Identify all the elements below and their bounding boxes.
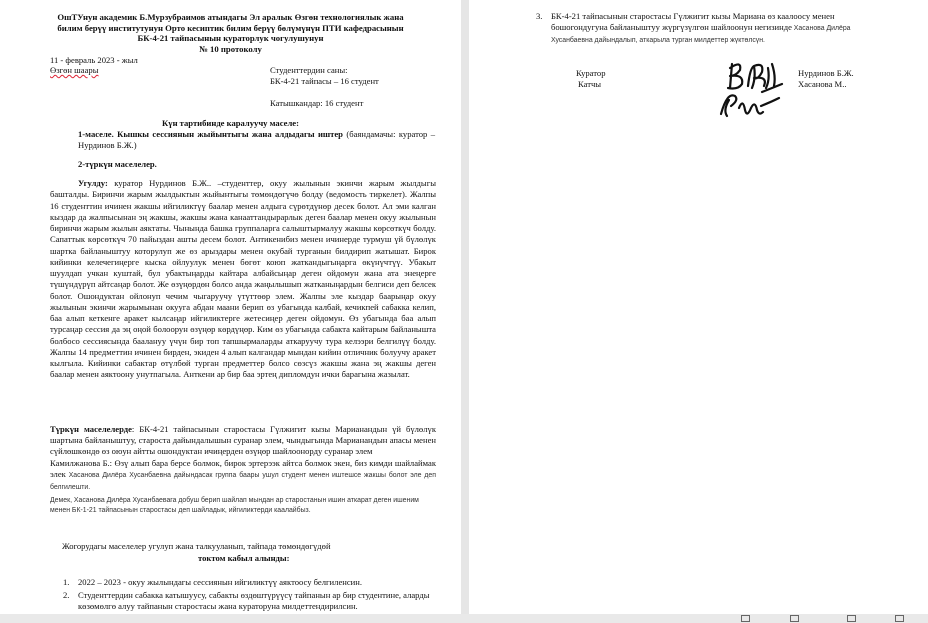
various-label: Түркүн маселелерде bbox=[50, 424, 132, 434]
heard-paragraph bbox=[50, 178, 436, 381]
read-mode-icon[interactable] bbox=[741, 615, 750, 622]
decision-item-3 bbox=[536, 11, 891, 45]
decision-item bbox=[63, 577, 436, 588]
heard-label: Угулду: bbox=[78, 178, 108, 188]
web-layout-icon[interactable] bbox=[847, 615, 856, 622]
kamiljanova-text: Камилжанова Б.: Өзү алып бара берсе болмок, бирок эртерээк айтса болмок экен, биз кимди шайлаймак элек bbox=[50, 458, 436, 480]
protocol-header bbox=[0, 12, 461, 54]
print-layout-icon[interactable] bbox=[790, 615, 799, 622]
decision-item bbox=[63, 590, 436, 612]
curator-label: Куратор bbox=[576, 68, 606, 78]
decision-number: 2. bbox=[63, 590, 70, 601]
decision-number: 1. bbox=[63, 577, 70, 587]
various-text: : БК-4-21 тайпасынын старостасы Гүлжигит кызы Марианандын үй бүлөлүк шартына байланыштуу, староста дайындалышын суранар элем, чындыгында Марианандын апасы менен сүйлөшкөндө өз оюун айтты ошондуктан ичиңерден өзүңөр шайлоонорду суранар элем bbox=[50, 424, 436, 457]
agenda-item-1 bbox=[78, 129, 435, 151]
agenda-item-1-title: 1-маселе. Кышкы сессиянын жыйынтыгы жана алдыдагы иштер bbox=[78, 129, 343, 139]
kamiljanova-paragraph bbox=[50, 458, 436, 492]
status-bar bbox=[0, 614, 928, 623]
protocol-city: Өзгөн шаары bbox=[50, 65, 99, 75]
various-paragraph bbox=[50, 424, 436, 458]
agenda-title: Күн тартибинде каралуучу маселе: bbox=[162, 118, 299, 128]
decision-number: 3. bbox=[536, 11, 543, 21]
document-page-left bbox=[0, 0, 461, 623]
curator-name: Нурдинов Б.Ж. bbox=[798, 68, 854, 78]
heard-text: куратор Нурдинов Б.Ж.. –студенттер, окуу жылынын экинчи жарым жылдыгы башталды. Биринчи жарым жылдыктын жыйынтыгы төмөндөгүчө болду (ведомость тиркелет). Жалпы 16 студенттин ичинен жакшы ийгиликтүү баалар менен алдыга сүрөтдүнөр десек болот. Ал эми калган кыздар да жалпысынан эң жакшы, жакшы жана канааттандырарлык деген баалар менен окуу жылынын биринчи жарым жылын аяктаты. Чынында башка группаларга салыштырмалуу жакшы көрсөткүч болду. Сапаттык көрсөткүч 70 пайыздан ашты десем болот. Антикенибиз менен ичинерде турмуш үй бүлөлүк шартка байланыштуу которулуп же өз арыздары менен окубай турганын билдирип жатышат. Бирок кийинки келечегиңерге кыска ойлуулук менен бөгөт коюп жаткандыгыңарга өкүнүчтүү. Убакыт шуулдап учкан куштай, бул убактыңарды кайтара албайсыңар деген ойдомун жана ата энеңерге түшүндүрүп айтсаңар болот. Же өзүңөрдөн болсо анда жаңылышып жатканыңардын белгиси деп белсек болот. Ошондуктан ойлонуп чечим чыгаруучу үтүттөөр элем. Жалпы эле кыздар баарыңар окуу жылынын экинчи жарымынан окууга абдан маани берип өз убагында калбай, кечикпей сабакка келип, баа алып кеткенге аракет кылсаңар ийгиликтерге жетесиңер деген ойдомун. Өз убагында баа алып турсаңар сессия да эң оңой болоорун өзүңөр көрдүңөр. Ким өз убагында сабакта кайтарым байланышта болбосо сессиясында баалануу үчүн бир топ тапшырмаларды аткаруучу тура келээри белгилүү болду. Жалпы 14 предметтин ичинен бирден, экиден 4 алып калгандар мындан кийин отличник болуучу аракет кылгыла. Кийинки сабактар өтүлбөй турган предметтер болсо сөзсүз жакшы жана эң жакшы деген баалар менен аяктоону унутпагыла. Анткени ар бир баа эртең дипломдун ички барагына жазылат. bbox=[50, 178, 436, 380]
header-line-2: билим берүү институтунун Орто кесиптик билим берүү бөлүмүнүн ПТИ кафедрасынын bbox=[57, 22, 404, 33]
protocol-number: № 10 протоколу bbox=[199, 43, 262, 54]
secretary-signature bbox=[717, 88, 783, 120]
students-count-label: Студенттердин саны: bbox=[270, 65, 348, 75]
kamiljanova-proposal: Хасанова Дилёра Хусанбаевна дайындасак группа баары ушул студент менен иштешсе жакшы болот эле деп белгилешти. bbox=[50, 472, 436, 491]
header-line-1: ОшТУнун академик Б.Мурзубраимов атындагы Эл аралык Өзгөн технологиялык жана bbox=[57, 12, 404, 22]
decision-text-sans: Хасанова Дилёра Хусанбаевна дайындалып, аткарыла турган милдеттер жүктөлсүн. bbox=[551, 25, 851, 44]
agenda-item-2: 2-түркүн маселелер. bbox=[78, 159, 157, 169]
decision-text: 2022 – 2023 - окуу жылындагы сессиянын ийгиликтүү аяктоосу белгиленсин. bbox=[78, 577, 363, 587]
decision-list bbox=[63, 577, 436, 613]
decision-text: Студенттердин сабакка катышуусу, сабакты өздөштүрүүсү тайпанын ар бир студентине, аларды көзөмөлгө алуу тайпанын старостасы жана кураторуна милдеттендирилсин. bbox=[78, 590, 430, 612]
decision-title: токтом кабыл алынды: bbox=[198, 553, 290, 563]
attendees: Катышкандар: 16 студент bbox=[270, 98, 364, 108]
secretary-label: Катчы bbox=[578, 79, 602, 89]
header-line-3: БК-4-21 тайпасынын кураторлук чогулушунун bbox=[137, 33, 324, 44]
decision-intro: Жогорудагы маселелер угулуп жана талкууланып, тайпада төмөндөгүдөй bbox=[62, 541, 331, 551]
agenda-item-1-speaker: (баяндамачы: куратор – Нурдинов Б.Ж.) bbox=[78, 129, 435, 151]
protocol-date: 11 - февраль 2023 - жыл bbox=[50, 55, 138, 65]
group-count: БК-4-21 тайпасы – 16 студент bbox=[270, 76, 379, 86]
document-page-right bbox=[469, 0, 928, 623]
secretary-name: Хасанова М.. bbox=[798, 79, 847, 89]
demek-paragraph: Демек, Хасанова Дилёра Хусанбаевага добуш берип шайлап мындан ар старостанын ишин аткарат деген ишеним менен БК-1-21 тайпасынын старостасы деп шайладык, ийгиликтерди каалайбыз. bbox=[50, 497, 419, 514]
decision-text: БК-4-21 тайпасынын старостасы Гүлжигит кызы Мариана өз каалоосу менен бошогондугуна байланыштуу жүргүзүлгөн шайлоонун негизинде bbox=[551, 11, 835, 33]
zoom-icon[interactable] bbox=[895, 615, 904, 622]
